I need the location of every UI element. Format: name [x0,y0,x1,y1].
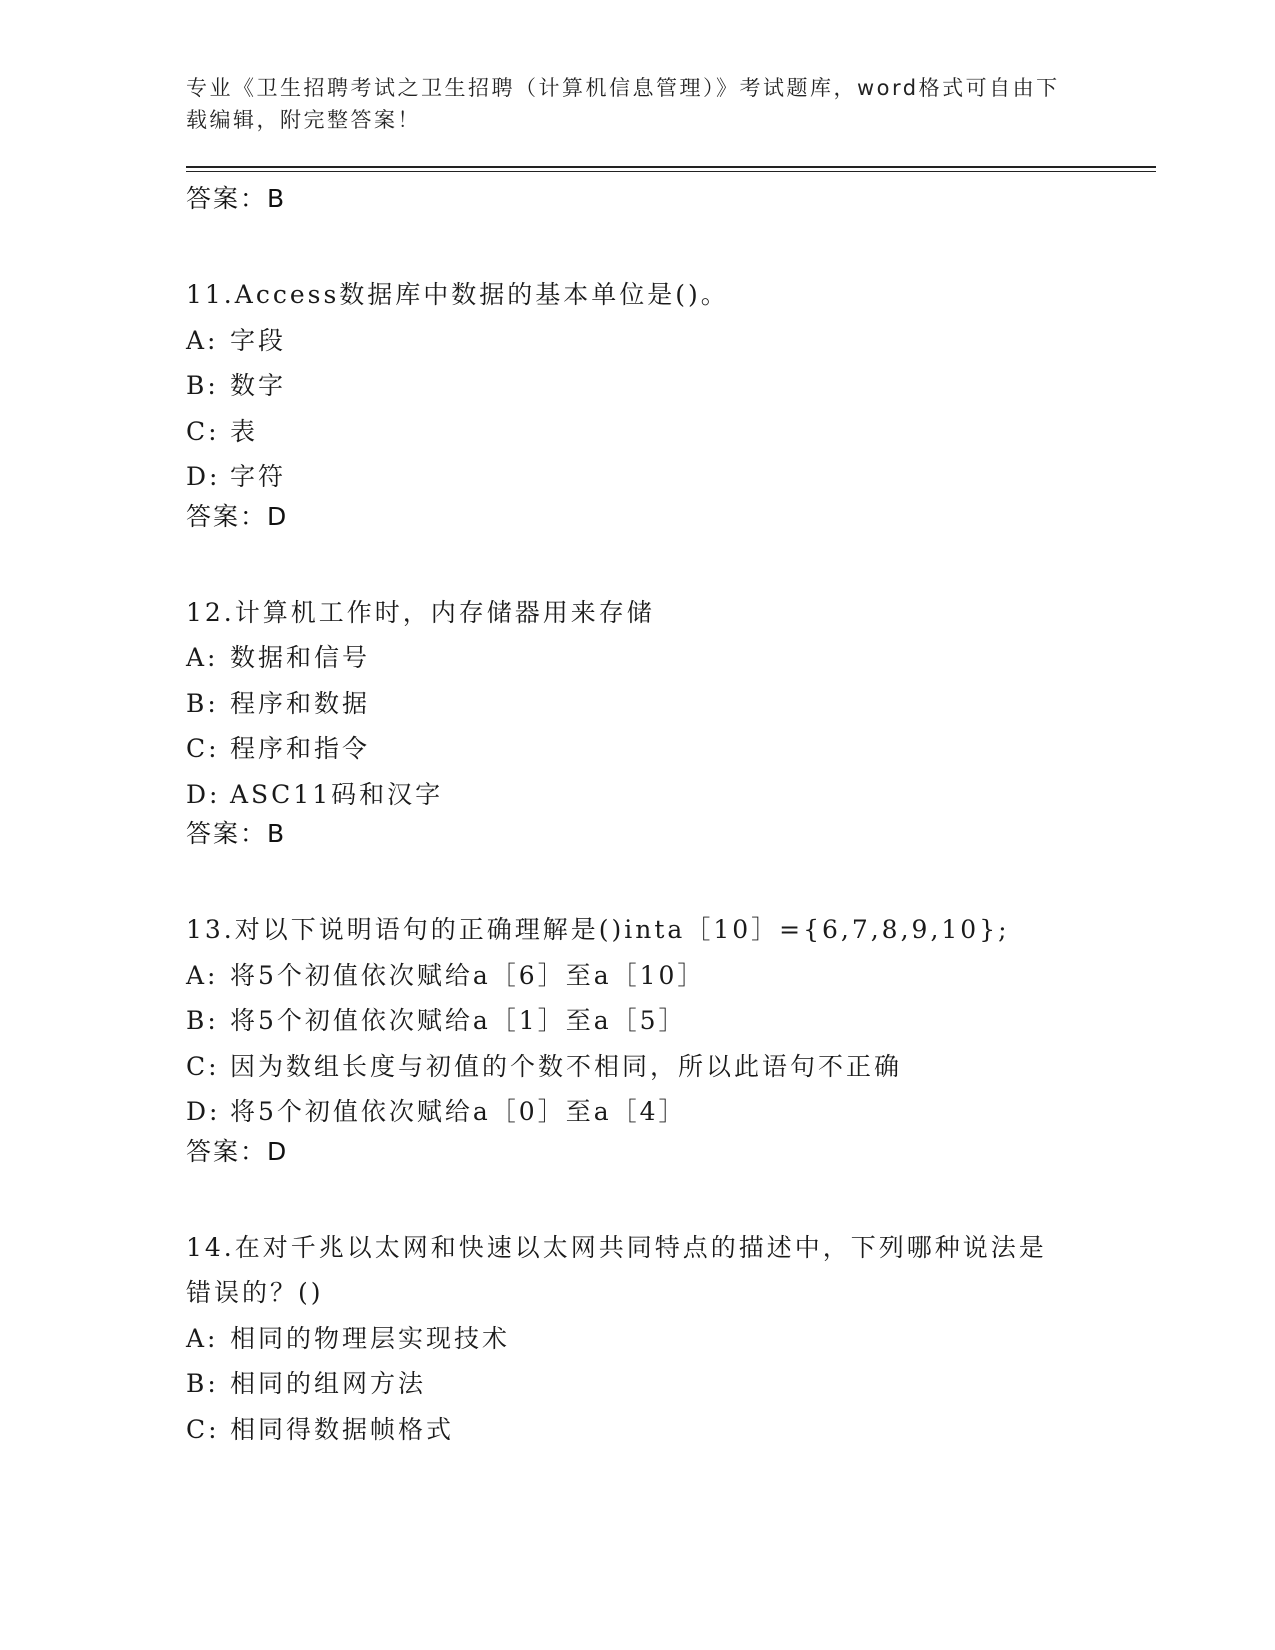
document-intro: 专业《卫生招聘考试之卫生招聘（计算机信息管理）》考试题库，word格式可自由下载编辑，附完整答案！ [186,76,1060,132]
option-text: 程序和指令 [230,734,371,763]
option-key: A: [186,643,219,672]
option-text: 字符 [230,462,287,491]
option-c [186,409,1156,455]
option-text: 将5个初值依次赋给a［1］至a［5］ [230,1006,687,1035]
option-a [186,635,1156,681]
option-key: D: [186,1097,221,1126]
option-c [186,1407,1156,1453]
option-text: ASC11码和汉字 [230,779,444,809]
option-b [186,1361,1156,1407]
question-stem: 14.在对千兆以太网和快速以太网共同特点的描述中，下列哪种说法是错误的？() [186,1232,1047,1307]
answer-12: 答案：B [186,819,287,848]
option-key: D: [186,779,221,809]
option-c [186,726,1156,772]
option-d [186,1089,1156,1135]
document-page [186,72,1156,1452]
option-a [186,1316,1156,1362]
header-divider-thin [186,171,1156,172]
answer-11: 答案：D [186,501,289,531]
option-a [186,953,1156,999]
question-stem: 11.Access数据库中数据的基本单位是()。 [186,280,729,309]
question-stem: 13.对以下说明语句的正确理解是()inta［10］={6,7,8,9,10}; [186,915,1010,944]
question-14 [186,1225,1156,1453]
option-key: D: [186,462,221,491]
option-text: 相同的组网方法 [230,1369,427,1398]
option-text: 将5个初值依次赋给a［6］至a［10］ [230,960,706,990]
option-text: 字段 [230,325,287,355]
option-b [186,363,1156,409]
option-text: 相同得数据帧格式 [230,1414,455,1444]
option-b [186,998,1156,1044]
option-key: C: [186,734,220,763]
option-text: 数字 [230,371,287,400]
option-text: 相同的物理层实现技术 [230,1323,511,1353]
option-key: B: [186,688,219,718]
option-text: 程序和数据 [230,688,371,718]
option-text: 数据和信号 [230,643,371,672]
option-a [186,318,1156,364]
option-key: B: [186,371,219,400]
option-key: C: [186,1414,220,1444]
option-key: A: [186,1323,219,1353]
option-key: C: [186,416,220,446]
header-divider-thick [186,166,1156,168]
option-c [186,1044,1156,1090]
question-12 [186,590,1156,864]
question-11 [186,272,1156,546]
option-key: A: [186,960,219,990]
option-b [186,681,1156,727]
option-key: B: [186,1369,219,1398]
question-13 [186,907,1156,1181]
question-stem: 12.计算机工作时，内存储器用来存储 [186,597,655,627]
answer-previous: 答案：B [186,184,287,213]
option-text: 因为数组长度与初值的个数不相同，所以此语句不正确 [230,1051,903,1081]
option-key: C: [186,1051,220,1081]
option-key: A: [186,325,219,355]
option-d [186,772,1156,818]
option-text: 表 [230,416,259,446]
option-text: 将5个初值依次赋给a［0］至a［4］ [230,1097,687,1126]
option-d [186,454,1156,500]
option-key: B: [186,1006,219,1035]
answer-13: 答案：D [186,1136,289,1166]
